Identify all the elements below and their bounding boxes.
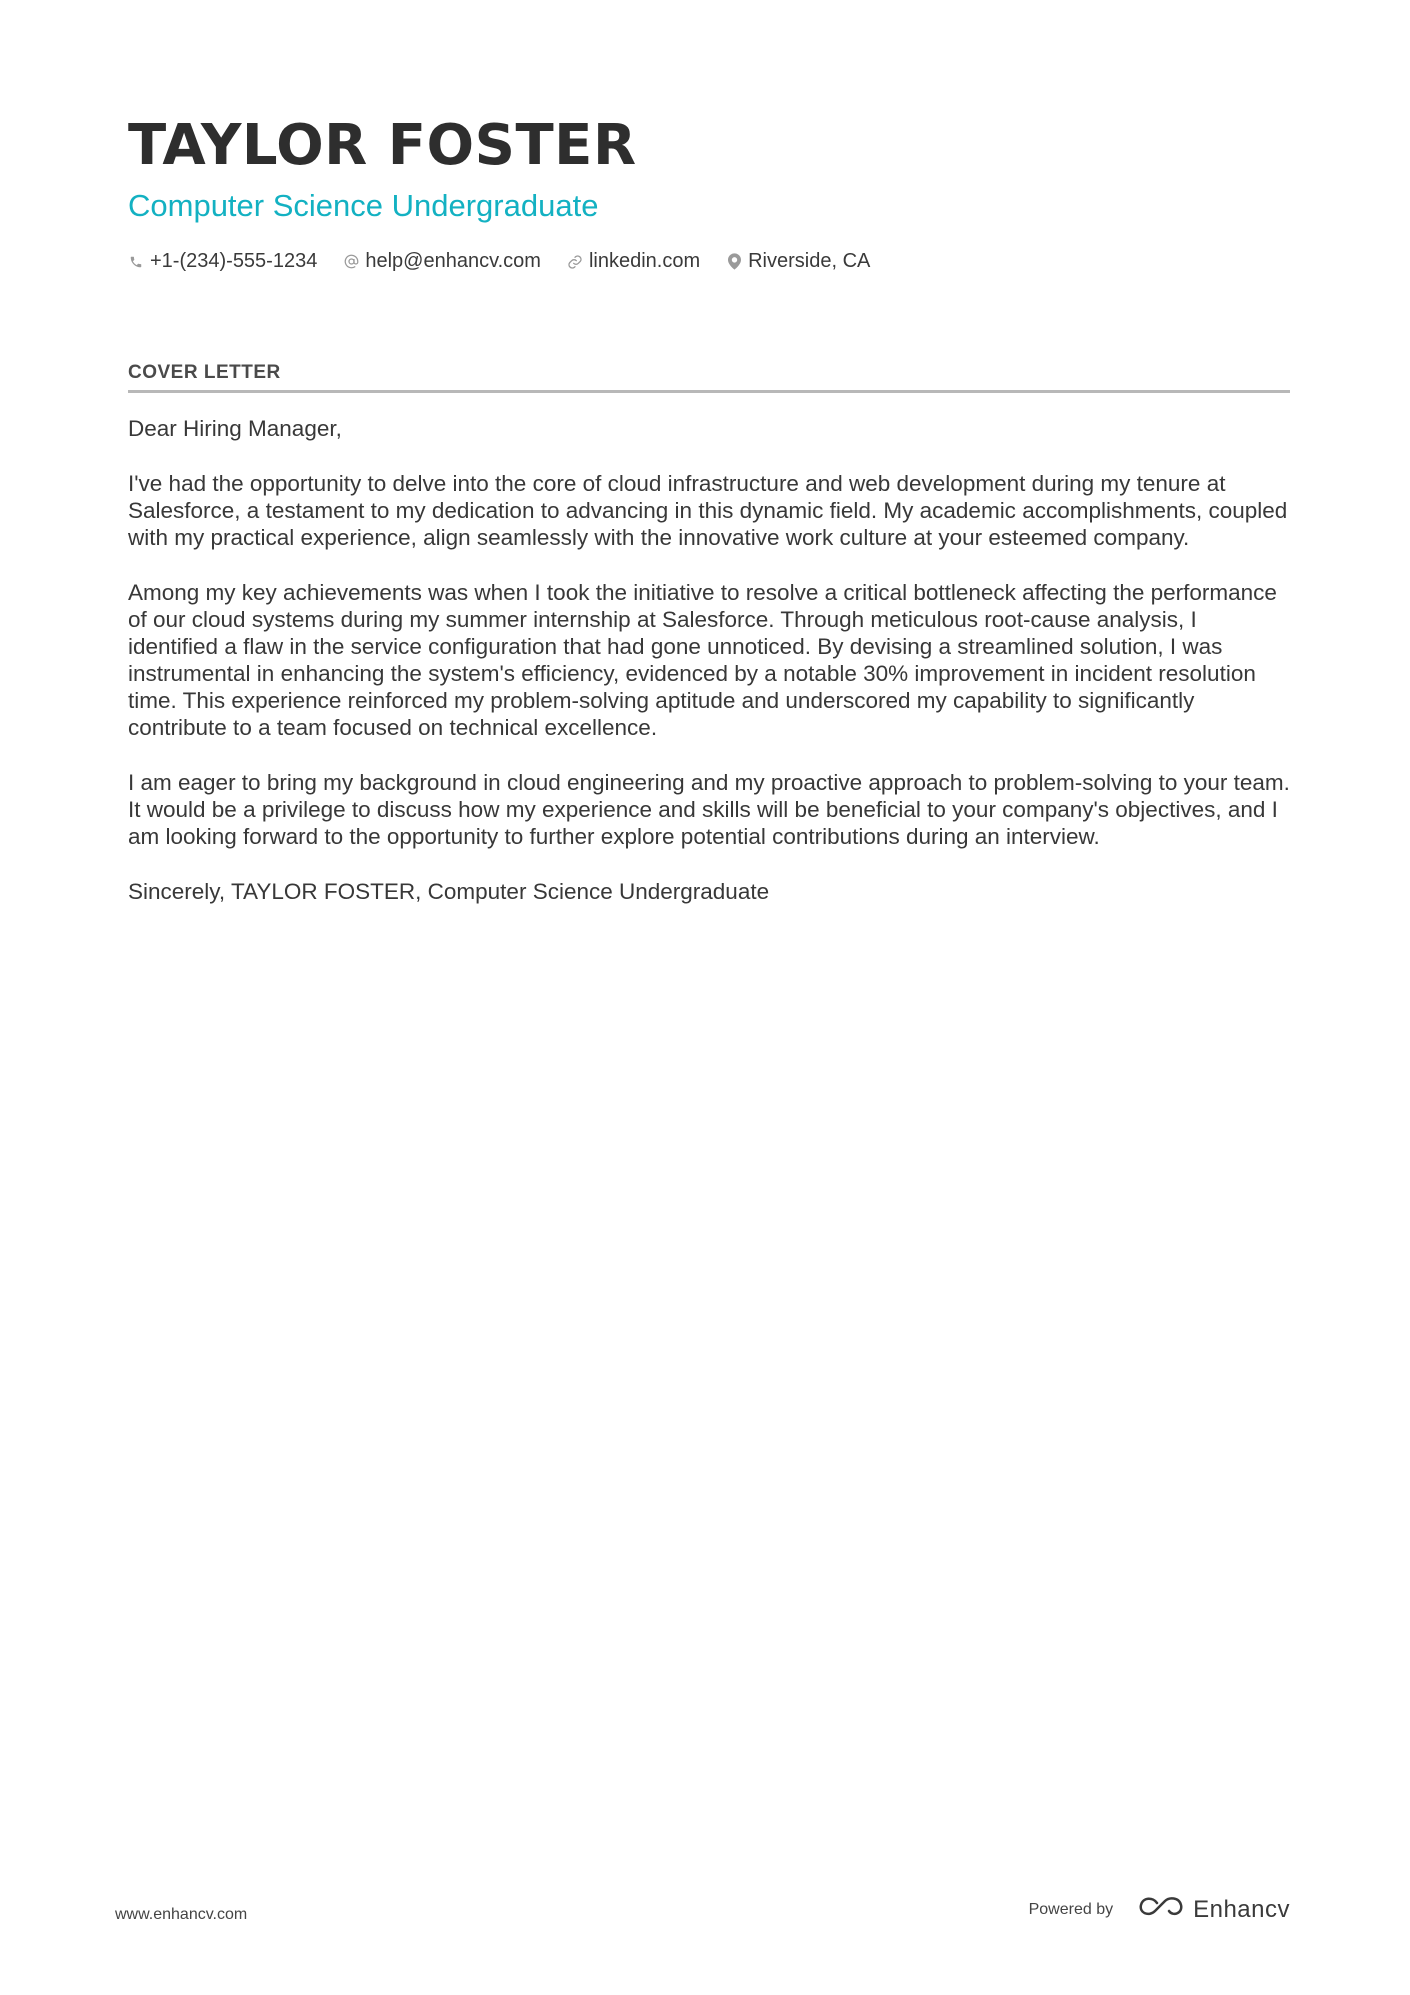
contact-phone[interactable] <box>128 250 317 273</box>
phone-icon <box>128 253 144 271</box>
footer-branding <box>1029 1894 1290 1925</box>
linkedin-text: linkedin.com <box>588 250 701 272</box>
contact-list <box>128 250 1288 273</box>
letter-greeting: Dear Hiring Manager, <box>128 416 342 441</box>
contact-linkedin[interactable] <box>567 250 700 273</box>
footer-url-link[interactable]: www.enhancv.com <box>115 1906 248 1923</box>
email-text: help@enhancv.com <box>365 250 541 272</box>
section-title: COVER LETTER <box>128 360 1290 393</box>
footer <box>115 1890 1290 1930</box>
enhancv-logo[interactable] <box>1137 1894 1290 1925</box>
applicant-name: TAYLOR FOSTER <box>128 113 637 178</box>
phone-text: +1-(234)-555-1234 <box>150 250 318 272</box>
brand-name: Enhancv <box>1193 1895 1290 1923</box>
location-text: Riverside, CA <box>748 250 871 272</box>
enhancv-logo-icon <box>1137 1894 1185 1925</box>
letter-paragraph: I've had the opportunity to delve into the core of cloud infrastructure and web development during my tenure at Salesforce, a testament to my dedication to advancing in this dynamic field. My academic accomplishments, coupled with my practical experience, align seamlessly with the innovative work culture at your esteemed company. <box>128 471 1288 550</box>
applicant-title: Computer Science Undergraduate <box>128 188 599 223</box>
letter-paragraph: I am eager to bring my background in cloud engineering and my proactive approach to problem-solving to your team. It would be a privilege to discuss how my experience and skills will be beneficial to your company's objectives, and I am looking forward to the opportunity to further explore potential contributions during an interview. <box>128 770 1290 849</box>
letter-paragraph: Among my key achievements was when I took the initiative to resolve a critical bottleneck affecting the performance of our cloud systems during my summer internship at Salesforce. Through meticulous root-cause analysis, I identified a flaw in the service configuration that had gone unnoticed. By devising a streamlined solution, I was instrumental in enhancing the system's efficiency, evidenced by a notable 30% improvement in incident resolution time. This experience reinforced my problem-solving aptitude and underscored my capability to significantly contribute to a team focused on technical excellence. <box>128 580 1277 740</box>
letter-body <box>128 415 1290 905</box>
powered-by-label: Powered by <box>1028 1900 1114 1918</box>
header <box>128 110 1288 273</box>
link-icon <box>567 253 583 271</box>
contact-email[interactable] <box>343 250 541 273</box>
letter-closing: Sincerely, TAYLOR FOSTER, Computer Science Undergraduate <box>128 879 770 904</box>
at-icon <box>343 253 359 271</box>
contact-location <box>726 250 870 273</box>
cover-letter-section <box>128 360 1290 933</box>
location-pin-icon <box>726 253 742 271</box>
